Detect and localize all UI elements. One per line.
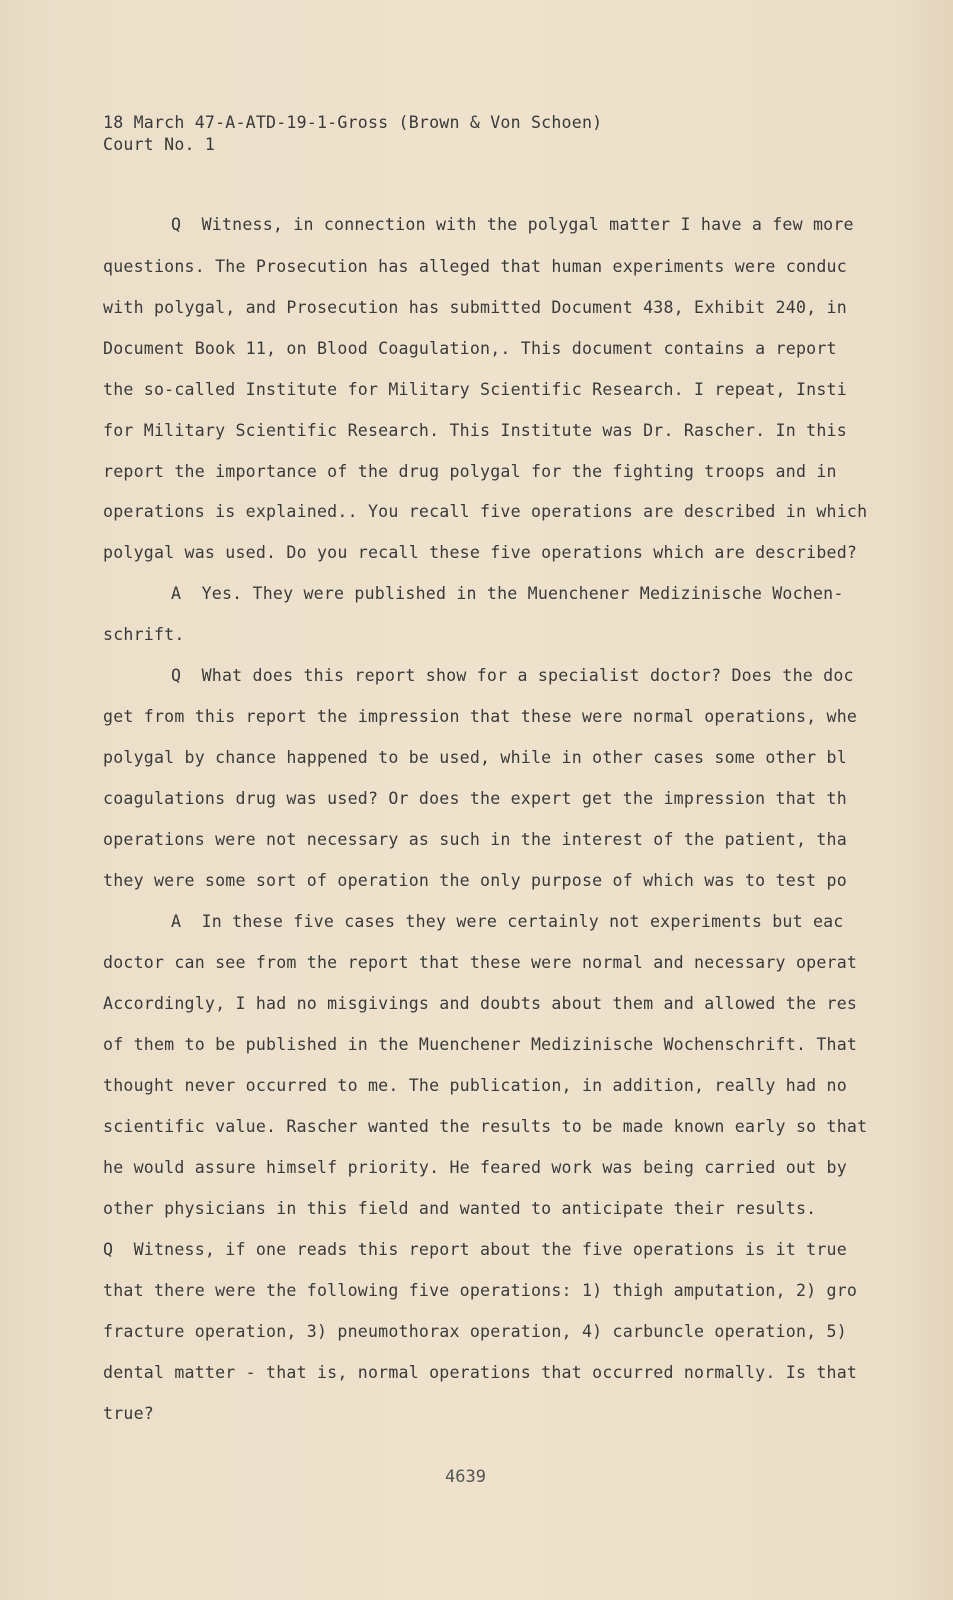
text-line: true? xyxy=(103,1404,154,1423)
header-line-1: 18 March 47-A-ATD-19-1-Gross (Brown & Von Schoen) xyxy=(103,113,603,132)
text-line: doctor can see from the report that these were normal and necessary operat xyxy=(103,953,858,972)
text-line: Accordingly, I had no misgivings and doubts about them and allowed the res xyxy=(103,994,858,1013)
text-line: of them to be published in the Muenchener Medizinische Wochenschrift. That xyxy=(103,1035,858,1054)
text-line: thought never occurred to me. The publication, in addition, really had no xyxy=(103,1076,847,1095)
text-line: operations is explained.. You recall five operations are described in which xyxy=(103,502,868,521)
text-line: that there were the following five operations: 1) thigh amputation, 2) gro xyxy=(103,1281,858,1300)
text-line: other physicians in this field and wanted to anticipate their results. xyxy=(103,1199,817,1218)
text-line: schrift. xyxy=(103,625,185,644)
text-line: Q What does this report show for a specialist doctor? Does the doc xyxy=(171,666,854,685)
text-line: dental matter - that is, normal operations that occurred normally. Is that xyxy=(103,1363,858,1382)
text-line: he would assure himself priority. He feared work was being carried out by xyxy=(103,1158,847,1177)
text-line: fracture operation, 3) pneumothorax operation, 4) carbuncle operation, 5) xyxy=(103,1322,847,1341)
text-line: for Military Scientific Research. This Institute was Dr. Rascher. In this xyxy=(103,421,847,440)
text-line: scientific value. Rascher wanted the results to be made known early so that xyxy=(103,1117,868,1136)
text-line: report the importance of the drug polygal for the fighting troops and in xyxy=(103,462,837,481)
header-line-2: Court No. 1 xyxy=(103,135,216,154)
text-line: the so-called Institute for Military Scientific Research. I repeat, Insti xyxy=(103,380,847,399)
text-line: A Yes. They were published in the Muenchener Medizinische Wochen- xyxy=(171,584,844,603)
text-line: Document Book 11, on Blood Coagulation,. This document contains a report xyxy=(103,339,837,358)
page-number: 4639 xyxy=(445,1467,486,1487)
text-line: with polygal, and Prosecution has submitted Document 438, Exhibit 240, in xyxy=(103,298,847,317)
text-line: A In these five cases they were certainly not experiments but eac xyxy=(171,912,844,931)
text-line: questions. The Prosecution has alleged that human experiments were conduc xyxy=(103,257,847,276)
text-line: Q Witness, in connection with the polygal matter I have a few more xyxy=(171,215,854,234)
text-line: operations were not necessary as such in the interest of the patient, tha xyxy=(103,830,847,849)
text-line: polygal was used. Do you recall these five operations which are described? xyxy=(103,543,858,562)
text-line: coagulations drug was used? Or does the expert get the impression that th xyxy=(103,789,847,808)
text-line: they were some sort of operation the only purpose of which was to test po xyxy=(103,871,847,890)
text-line: polygal by chance happened to be used, while in other cases some other bl xyxy=(103,748,847,767)
text-line: get from this report the impression that these were normal operations, whe xyxy=(103,707,858,726)
text-line: Q Witness, if one reads this report about the five operations is it true xyxy=(103,1240,847,1259)
